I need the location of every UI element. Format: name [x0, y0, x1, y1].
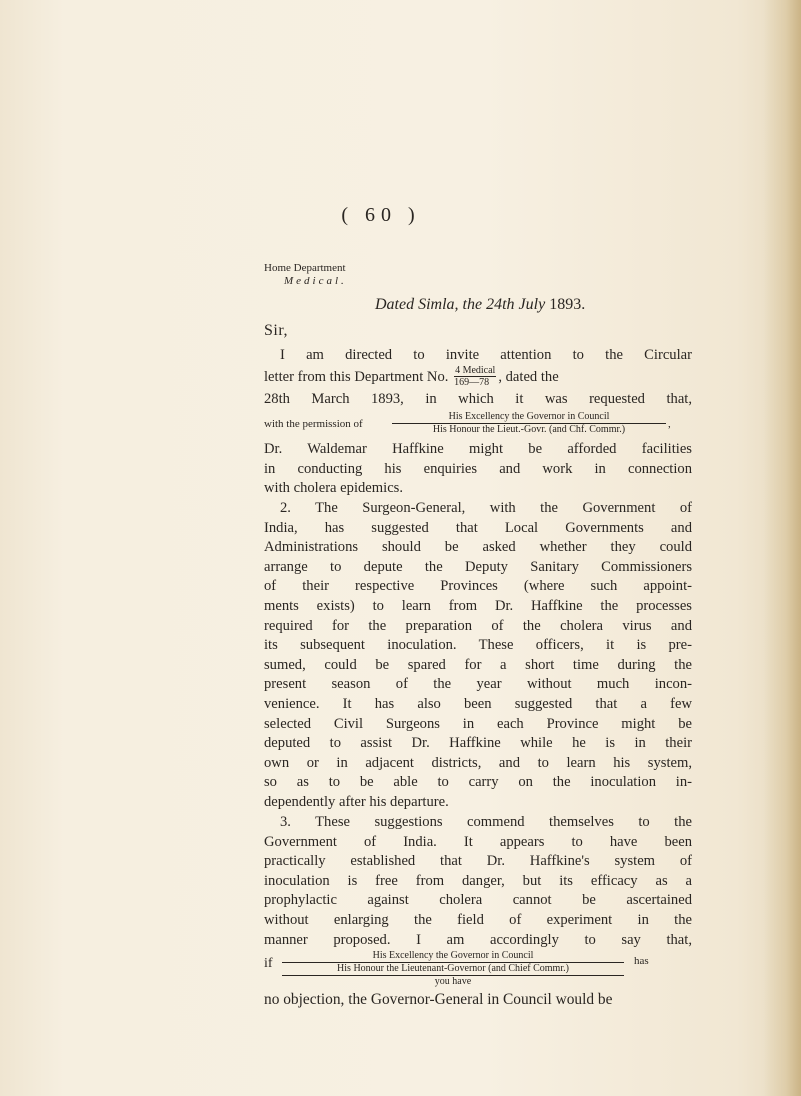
salutation: Sir, [264, 322, 289, 339]
text-line: ments exists) to learn from Dr. Haffkine the processes [264, 597, 692, 614]
text-line: practically established that Dr. Haffkine's system of [264, 853, 692, 870]
text-line: of their respective Provinces (where such appoint- [264, 578, 692, 595]
text-line: in conducting his enquiries and work in connection [264, 460, 692, 477]
text-line: venience. It has also been suggested that a few [264, 695, 692, 712]
paragraph-1 [264, 346, 692, 410]
text-line: deputed to assist Dr. Haffkine while he is in their [264, 735, 692, 752]
text-line: present season of the year without much incon- [264, 676, 692, 693]
department-heading: Home Department [264, 262, 346, 274]
circular-number-fraction [454, 365, 496, 388]
text-fragment: , dated the [498, 368, 559, 385]
text-line: manner proposed. I am accordingly to say that, [264, 931, 692, 948]
text-line: India, has suggested that Local Governments and [264, 519, 692, 536]
text-line: 2. The Surgeon-General, with the Government of [280, 500, 692, 516]
text-line: inoculation is free from danger, but its efficacy as a [264, 872, 692, 889]
text-line: its subsequent inoculation. These officers, it is pre- [264, 637, 692, 654]
text-line: I am directed to invite attention to the Circular [280, 347, 692, 363]
paragraph-1-continued [264, 440, 692, 499]
text-line: selected Civil Surgeons in each Province might be [264, 715, 692, 732]
page-number: ( 60 ) [341, 204, 421, 226]
text-fragment: with the permission of [264, 418, 363, 430]
text-line: sumed, could be spared for a short time during the [264, 656, 692, 673]
branch-heading: Medical. [284, 275, 347, 287]
dateline-text: Dated Simla, the 24th July [375, 296, 546, 313]
fraction-denominator: 169—78 [454, 376, 490, 388]
dateline [375, 296, 585, 314]
text-fragment: letter from this Department No. [264, 368, 449, 385]
text-line: prophylactic against cholera cannot be ascertained [264, 892, 692, 909]
text-line: without enlarging the field of experiment in the [264, 911, 692, 928]
authority-alternatives [392, 411, 666, 436]
text-line: Government of India. It appears to have been [264, 833, 692, 850]
text-line: Administrations should be asked whether they could [264, 539, 692, 556]
text-line: required for the preparation of the cholera virus and [264, 617, 692, 634]
has-word: has [634, 955, 649, 967]
closing-line [264, 990, 692, 1010]
if-word: if [264, 956, 273, 971]
text-line [264, 366, 692, 386]
paragraph-3 [264, 813, 692, 950]
closing-authority-alternatives [282, 950, 624, 988]
permission-line [264, 418, 363, 431]
text-line: with cholera epidemics. [264, 480, 403, 497]
paragraph-2 [264, 499, 692, 813]
closing-option-lieut-governor: His Honour the Lieutenant-Governor (and Chief Commr.) [282, 963, 624, 976]
text-line: Dr. Waldemar Haffkine might be afforded facilities [264, 441, 692, 457]
closing-option-governor: His Excellency the Governor in Council [282, 950, 624, 963]
text-line: no objection, the Governor-General in Council would be [264, 991, 613, 1008]
authority-option-governor: His Excellency the Governor in Council [392, 411, 666, 424]
text-line: 28th March 1893, in which it was requested that, [264, 391, 692, 408]
text-line: 3. These suggestions commend themselves to the [280, 814, 692, 830]
text-line: dependently after his departure. [264, 793, 449, 810]
page-edge-shadow [763, 0, 801, 1096]
text-line: arrange to depute the Deputy Sanitary Commissioners [264, 558, 692, 575]
text-line: own or in adjacent districts, and to learn his system, [264, 754, 692, 771]
text-line: so as to be able to carry on the inoculation in- [264, 774, 692, 791]
dateline-year: 1893. [549, 296, 586, 313]
comma-mark: , [668, 418, 671, 430]
authority-option-lieut-governor: His Honour the Lieut.-Govr. (and Chf. Commr.) [432, 424, 626, 435]
closing-option-you-have: you have [434, 976, 472, 987]
fraction-numerator: 4 Medical [455, 364, 496, 376]
